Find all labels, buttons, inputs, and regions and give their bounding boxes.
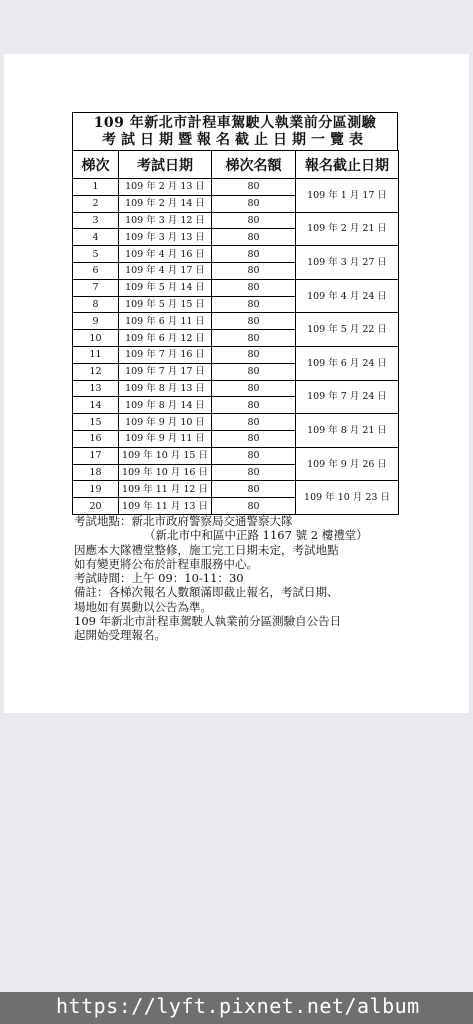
table-body — [73, 179, 399, 515]
quota: 80 — [212, 195, 296, 212]
exam-date: 109 年 3 月 13 日 — [119, 229, 212, 246]
note-location: 考試地點：新北市政府警察局交通警察大隊 — [74, 514, 293, 528]
header-exam-date: 考試日期 — [119, 151, 212, 179]
note-open-1: 109 年新北市計程車駕駛人執業前分區測驗自公告日 — [74, 614, 342, 629]
notes — [74, 514, 404, 643]
batch-number: 20 — [73, 498, 119, 515]
exam-date: 109 年 5 月 14 日 — [119, 279, 212, 296]
title-box — [72, 112, 398, 150]
batch-number: 7 — [73, 279, 119, 296]
batch-number: 14 — [73, 397, 119, 414]
exam-date: 109 年 6 月 12 日 — [119, 330, 212, 347]
quota: 80 — [212, 246, 296, 263]
table-row — [73, 447, 399, 464]
registration-deadline: 109 年 4 月 24 日 — [296, 279, 399, 313]
note-renovation-2: 如有變更將公布於計程車服務中心。 — [74, 556, 258, 571]
quota: 80 — [212, 212, 296, 229]
exam-date: 109 年 10 月 15 日 — [119, 447, 212, 464]
title-line-1: 109 年新北市計程車駕駛人執業前分區測驗 — [93, 115, 377, 131]
quota: 80 — [212, 313, 296, 330]
quota: 80 — [212, 229, 296, 246]
registration-deadline: 109 年 9 月 26 日 — [296, 447, 399, 481]
quota: 80 — [212, 397, 296, 414]
exam-date: 109 年 11 月 13 日 — [119, 498, 212, 515]
batch-number: 18 — [73, 464, 119, 481]
title-line-2: 考試日期暨報名截止日期一覽表 — [102, 132, 368, 148]
note-remark-2: 場地如有異動以公告為準。 — [74, 599, 212, 614]
header-deadline: 報名截止日期 — [296, 151, 399, 179]
batch-number: 9 — [73, 313, 119, 330]
watermark-url: https://lyft.pixnet.net/album — [56, 994, 420, 1018]
batch-number: 2 — [73, 195, 119, 212]
exam-date: 109 年 6 月 11 日 — [119, 313, 212, 330]
schedule-table — [72, 150, 399, 515]
batch-number: 8 — [73, 296, 119, 313]
quota: 80 — [212, 296, 296, 313]
batch-number: 19 — [73, 481, 119, 498]
exam-date: 109 年 9 月 10 日 — [119, 414, 212, 431]
exam-date: 109 年 4 月 16 日 — [119, 246, 212, 263]
table-row — [73, 246, 399, 263]
batch-number: 3 — [73, 212, 119, 229]
registration-deadline: 109 年 7 月 24 日 — [296, 380, 399, 414]
exam-date: 109 年 8 月 13 日 — [119, 380, 212, 397]
exam-date: 109 年 7 月 16 日 — [119, 346, 212, 363]
note-renovation-1: 因應本大隊禮堂整修，施工完工日期未定，考試地點 — [74, 542, 339, 557]
exam-date: 109 年 2 月 14 日 — [119, 195, 212, 212]
quota: 80 — [212, 262, 296, 279]
batch-number: 5 — [73, 246, 119, 263]
registration-deadline: 109 年 6 月 24 日 — [296, 346, 399, 380]
quota: 80 — [212, 464, 296, 481]
batch-number: 4 — [73, 229, 119, 246]
table-row — [73, 279, 399, 296]
registration-deadline: 109 年 3 月 27 日 — [296, 246, 399, 280]
table-row — [73, 212, 399, 229]
quota: 80 — [212, 330, 296, 347]
batch-number: 16 — [73, 430, 119, 447]
table-row — [73, 414, 399, 431]
exam-date: 109 年 4 月 17 日 — [119, 262, 212, 279]
table-header-row — [73, 151, 399, 179]
quota: 80 — [212, 380, 296, 397]
registration-deadline: 109 年 1 月 17 日 — [296, 179, 399, 213]
exam-schedule — [72, 112, 398, 515]
quota: 80 — [212, 481, 296, 498]
quota: 80 — [212, 414, 296, 431]
exam-date: 109 年 2 月 13 日 — [119, 179, 212, 196]
exam-date: 109 年 7 月 17 日 — [119, 363, 212, 380]
exam-date: 109 年 3 月 12 日 — [119, 212, 212, 229]
batch-number: 12 — [73, 363, 119, 380]
exam-date: 109 年 8 月 14 日 — [119, 397, 212, 414]
batch-number: 1 — [73, 179, 119, 196]
table-row — [73, 313, 399, 330]
batch-number: 13 — [73, 380, 119, 397]
table-row — [73, 346, 399, 363]
exam-date: 109 年 11 月 12 日 — [119, 481, 212, 498]
note-time: 考試時間：上午 09：10-11：30 — [74, 571, 244, 586]
exam-date: 109 年 10 月 16 日 — [119, 464, 212, 481]
registration-deadline: 109 年 10 月 23 日 — [296, 481, 399, 515]
batch-number: 17 — [73, 447, 119, 464]
header-quota: 梯次名額 — [212, 151, 296, 179]
registration-deadline: 109 年 8 月 21 日 — [296, 414, 399, 448]
batch-number: 15 — [73, 414, 119, 431]
quota: 80 — [212, 346, 296, 363]
batch-number: 10 — [73, 330, 119, 347]
batch-number: 6 — [73, 262, 119, 279]
header-batch: 梯次 — [73, 151, 119, 179]
table-row — [73, 380, 399, 397]
quota: 80 — [212, 498, 296, 515]
note-address: （新北市中和區中正路 1167 號 2 樓禮堂） — [144, 528, 368, 543]
quota: 80 — [212, 447, 296, 464]
quota: 80 — [212, 279, 296, 296]
exam-date: 109 年 5 月 15 日 — [119, 296, 212, 313]
table-row — [73, 179, 399, 196]
registration-deadline: 109 年 5 月 22 日 — [296, 313, 399, 347]
quota: 80 — [212, 179, 296, 196]
batch-number: 11 — [73, 346, 119, 363]
note-remark-1: 備註：各梯次報名人數額滿即截止報名，考試日期、 — [74, 585, 339, 600]
registration-deadline: 109 年 2 月 21 日 — [296, 212, 399, 246]
quota: 80 — [212, 430, 296, 447]
table-row — [73, 481, 399, 498]
exam-date: 109 年 9 月 11 日 — [119, 430, 212, 447]
quota: 80 — [212, 363, 296, 380]
note-open-2: 起開始受理報名。 — [74, 628, 166, 643]
